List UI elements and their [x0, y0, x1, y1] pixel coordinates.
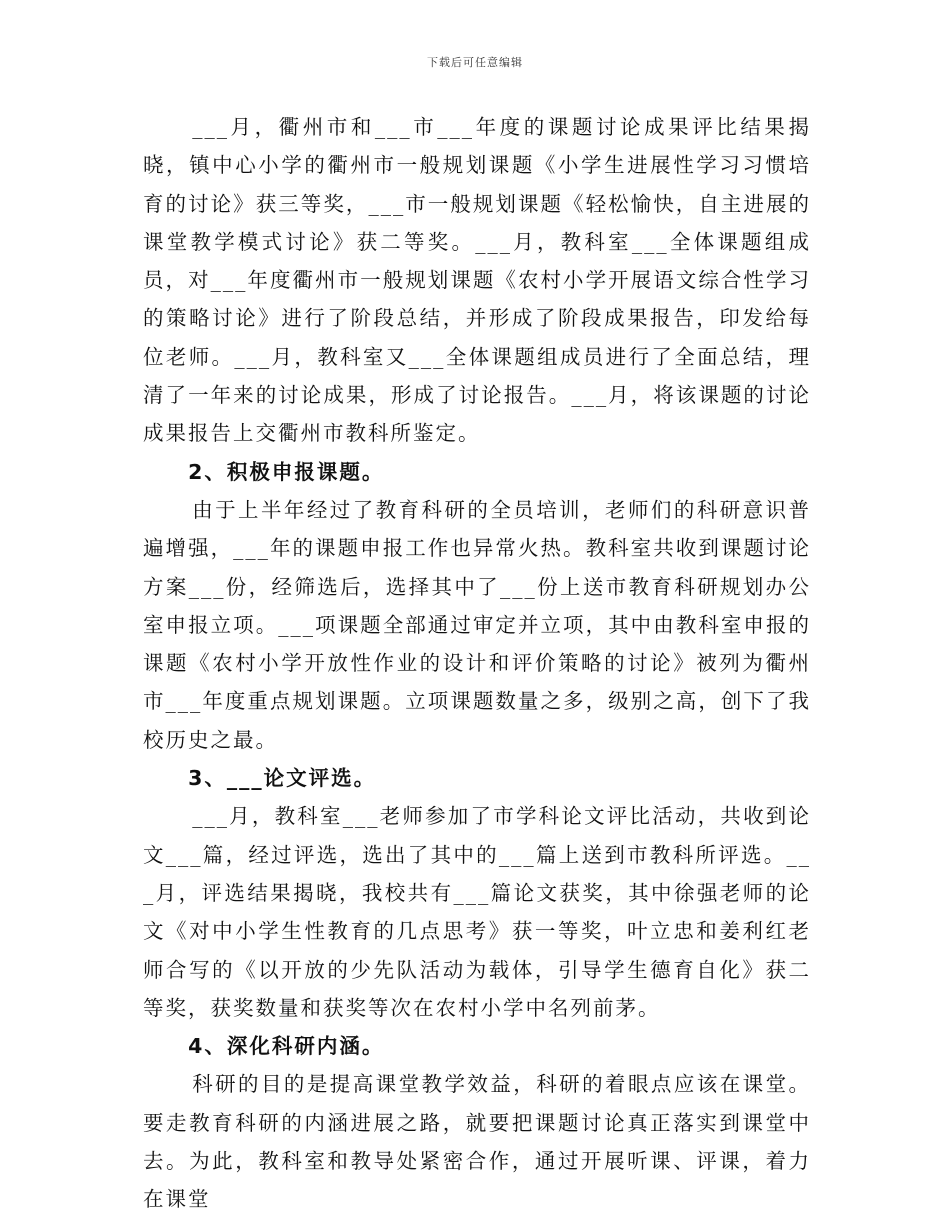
paragraph-paper-selection: ___月，教科室___老师参加了市学科论文评比活动，共收到论文___篇，经过评选，选出了其中的___篇上送到市教科所评选。___月，评选结果揭晓，我校共有___篇论文获奖，其中徐强老师的论文《对中小学生性教育的几点思考》获一等奖，叶立忠和姜利红老师合写的《以开放的少先队活动为载体，引导学生德育自化》获二等奖，获奖数量和获奖等次在农村小学中名列前茅。 — [143, 804, 811, 1020]
heading-paper-selection: 3、___论文评选。 — [188, 766, 377, 791]
heading-apply-topics: 2、积极申报课题。 — [188, 459, 385, 484]
document-body — [143, 108, 811, 1219]
paragraph-research-results: ___月，衢州市和___市___年度的课题讨论成果评比结果揭晓，镇中心小学的衢州市一般规划课题《小学生进展性学习习惯培育的讨论》获三等奖，___市一般规划课题《轻松愉快，自主进展的课堂教学模式讨论》获二等奖。___月，教科室___全体课题组成员，对___年度衢州市一般规划课题《农村小学开展语文综合性学习的策略讨论》进行了阶段总结，并形成了阶段成果报告，印发给每位老师。___月，教科室又___全体课题组成员进行了全面总结，理清了一年来的讨论成果，形成了讨论报告。___月，将该课题的讨论成果报告上交衢州市教科所鉴定。 — [143, 115, 811, 446]
paragraph-topic-application: 由于上半年经过了教育科研的全员培训，老师们的科研意识普遍增强，___年的课题申报工作也异常火热。教科室共收到课题讨论方案___份，经筛选后，选择其中了___份上送市教育科研规划办公室申报立项。___项课题全部通过审定并立项，其中由教科室申报的课题《农村小学开放性作业的设计和评价策略的讨论》被列为衢州市___年度重点规划课题。立项课题数量之多，级别之高，创下了我校历史之最。 — [143, 497, 811, 752]
heading-deepen-research: 4、深化科研内涵。 — [188, 1034, 385, 1059]
page-header: 下载后可任意编辑 — [427, 56, 523, 69]
paragraph-deepen-research: 科研的目的是提高课堂教学效益，科研的着眼点应该在课堂。要走教育科研的内涵进展之路，就要把课题讨论真正落实到课堂中去。为此，教科室和教导处紧密合作，通过开展听课、评课，着力在课堂 — [143, 1072, 811, 1212]
